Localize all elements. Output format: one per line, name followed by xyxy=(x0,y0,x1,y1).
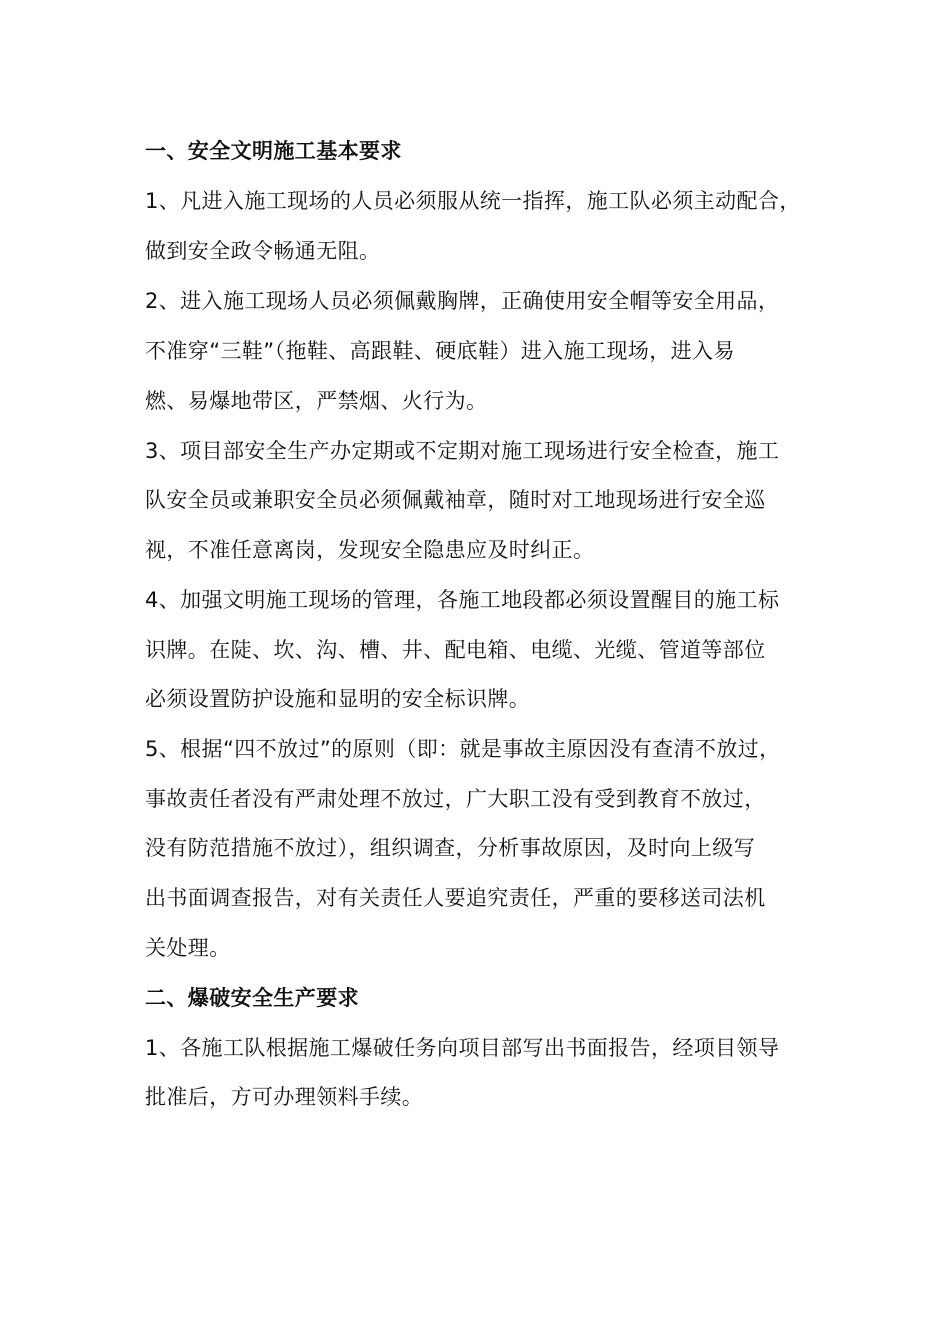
paragraph-line: 必须设置防护设施和显明的安全标识牌。 xyxy=(145,687,531,711)
paragraph-line: 4、加强文明施工现场的管理，各施工地段都必须设置醒目的施工标 xyxy=(145,588,780,612)
paragraph-line: 1、凡进入施工现场的人员必须服从统一指挥，施工队必须主动配合， xyxy=(145,189,801,213)
paragraph-line: 关处理。 xyxy=(145,936,231,960)
paragraph-line: 不准穿“三鞋”（拖鞋、高跟鞋、硬底鞋）进入施工现场，进入易 xyxy=(145,339,735,363)
section-heading: 二、爆破安全生产要求 xyxy=(145,986,359,1010)
paragraph-line: 没有防范措施不放过），组织调查，分析事故原因，及时向上级写 xyxy=(145,836,756,860)
paragraph-line: 队安全员或兼职安全员必须佩戴袖章，随时对工地现场进行安全巡 xyxy=(145,488,766,512)
paragraph-line: 做到安全政令畅通无阻。 xyxy=(145,239,381,263)
paragraph-line: 视，不准任意离岗，发现安全隐患应及时纠正。 xyxy=(145,538,595,562)
paragraph-line: 2、进入施工现场人员必须佩戴胸牌，正确使用安全帽等安全用品， xyxy=(145,289,780,313)
paragraph-line: 事故责任者没有严肃处理不放过，广大职工没有受到教育不放过， xyxy=(145,787,766,811)
section-heading: 一、安全文明施工基本要求 xyxy=(145,139,402,163)
paragraph-line: 3、项目部安全生产办定期或不定期对施工现场进行安全检查，施工 xyxy=(145,439,780,463)
paragraph-line: 识牌。在陡、坎、沟、槽、井、配电箱、电缆、光缆、管道等部位 xyxy=(145,638,766,662)
paragraph-line: 批准后，方可办理领料手续。 xyxy=(145,1085,424,1109)
paragraph-line: 5、根据“四不放过”的原则（即：就是事故主原因没有查清不放过， xyxy=(145,737,781,761)
paragraph-line: 1、各施工队根据施工爆破任务向项目部写出书面报告，经项目领导 xyxy=(145,1036,780,1060)
paragraph-line: 出书面调查报告，对有关责任人要追究责任，严重的要移送司法机 xyxy=(145,886,766,910)
paragraph-line: 燃、易爆地带区，严禁烟、火行为。 xyxy=(145,389,488,413)
